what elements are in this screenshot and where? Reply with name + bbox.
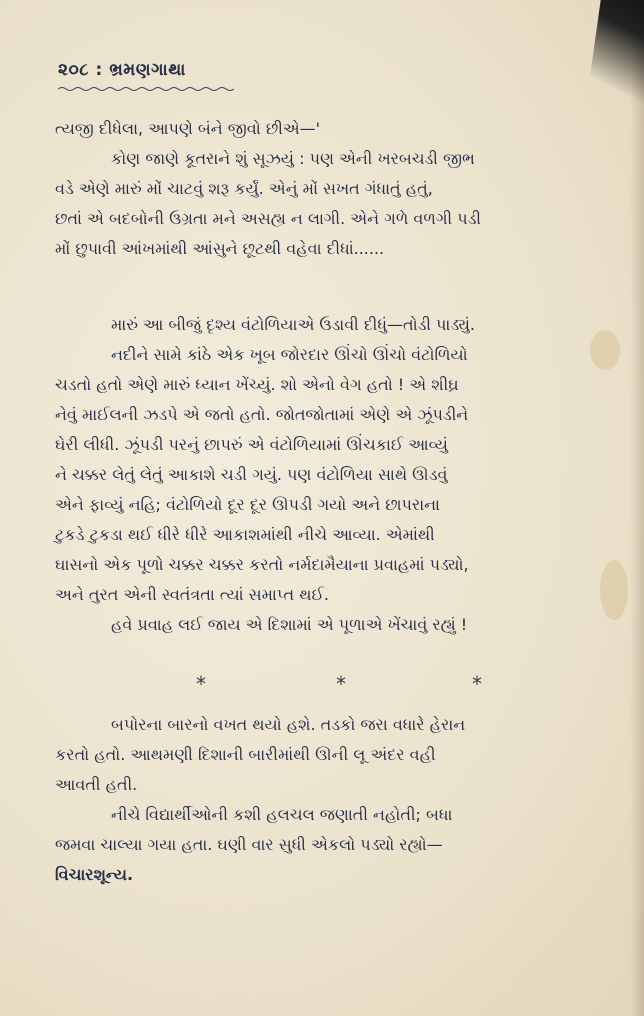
text-line: ઘાસનો એક પૂળો ચક્કર ચક્કર કરતો નર્મદામૈયાના પ્રવાહમાં પડ્યો, xyxy=(55,555,469,574)
text-line: બપોરના બારનો વખત થયો હશે. તડકો જરા વધારે હેરાન xyxy=(111,715,466,734)
section-separator xyxy=(0,672,644,696)
text-line: ત્યજી દીધેલા, આપણે બંને જીવો છીએ—' xyxy=(55,119,321,138)
text-line: નીચે વિદ્યાર્થીઓની કશી હલચલ જણાતી નહોતી; બધા xyxy=(111,805,453,824)
page-edge-shadow xyxy=(630,0,644,1016)
text-line: ને ચક્કર લેતું લેતું આકાશે ચડી ગયું. પણ વંટોળિયા સાથે ઊડવું xyxy=(55,465,448,484)
text-line: અને તુરત એની સ્વતંત્રતા ત્યાં સમાપ્ત થઈ. xyxy=(55,585,329,604)
separator-star: * xyxy=(472,672,482,696)
text-line: જમવા ચાલ્યા ગયા હતા. ઘણી વાર સુધી એકલો પડ્યો રહ્યો— xyxy=(55,835,443,854)
text-line: એને ફાવ્યું નહિ; વંટોળિયો દૂર દૂર ઊપડી ગયો અને છાપરાના xyxy=(55,495,440,514)
paragraph-2 xyxy=(55,310,615,640)
text-line: છતાં એ બદબોની ઉગ્રતા મને અસહ્ય ન લાગી. એને ગળે વળગી પડી xyxy=(55,209,481,228)
text-line: ઘેરી લીધી. ઝૂંપડી પરનું છાપરું એ વંટોળિયામાં ઊંચકાઈ આવ્યું xyxy=(55,435,448,454)
header-wavy-rule xyxy=(58,86,234,92)
separator-star: * xyxy=(336,672,346,696)
text-line: કોણ જાણે કૂતરાને શું સૂઝયું : પણ એની ખરબચડી જીભ xyxy=(111,149,475,168)
paragraph-1 xyxy=(55,114,615,264)
text-line: નદીને સામે કાંઠે એક ખૂબ જોરદાર ઊંચો ઊંચો વંટોળિયો xyxy=(111,345,468,364)
page-corner-shadow xyxy=(586,0,644,114)
separator-star: * xyxy=(196,672,206,696)
text-line: ચડતો હતો એણે મારું ધ્યાન ખેંચ્યું. શો એનો વેગ હતો ! એ શીઘ્ર xyxy=(55,375,459,394)
text-line: મારું આ બીજું દૃશ્ય વંટોળિયાએ ઉડાવી દીધું—તોડી પાડ્યું. xyxy=(111,315,475,334)
text-line: વડે એણે મારું મોં ચાટવું શરૂ કર્યું. એનું મોં સખત ગંધાતું હતું, xyxy=(55,179,433,198)
paragraph-3 xyxy=(55,710,615,890)
running-header: ૨૦૮ : ભ્રમણગાથા xyxy=(58,60,186,80)
text-line: નેવું માઈલની ઝડપે એ જતો હતો. જોતજોતામાં એણે એ ઝૂંપડીને xyxy=(55,405,469,424)
text-line: હવે પ્રવાહ લઈ જાય એ દિશામાં એ પૂળાએ ખેંચાવું રહ્યું ! xyxy=(111,615,468,634)
text-line: મોં છુપાવી આંખમાંથી આંસુને છૂટથી વહેવા દીધાં...... xyxy=(55,239,385,258)
text-line: કરતો હતો. આથમણી દિશાની બારીમાંથી ઊની લૂ અંદર વહી xyxy=(55,745,436,764)
text-line: વિચારશૂન્ય. xyxy=(55,865,134,884)
text-line: ટુકડે ટુકડા થઈ ધીરે ધીરે આકાશમાંથી નીચે આવ્યા. એમાંથી xyxy=(55,525,435,544)
text-line: આવતી હતી. xyxy=(55,775,138,794)
